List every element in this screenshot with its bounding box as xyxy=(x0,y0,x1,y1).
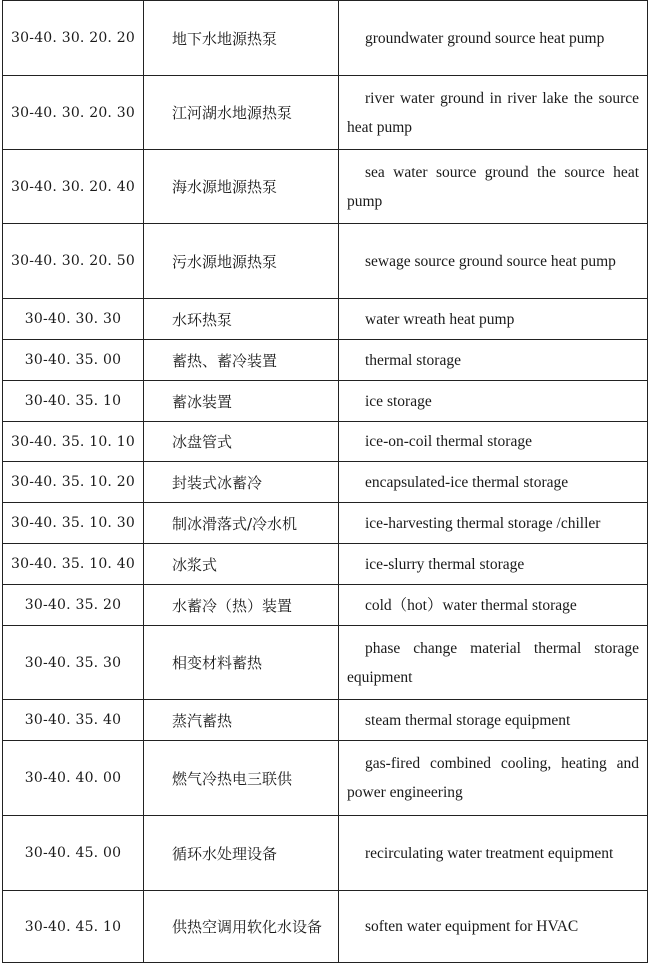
chinese-name-cell xyxy=(144,626,339,700)
chinese-name-cell xyxy=(144,816,339,891)
english-name-text: ice storage xyxy=(365,392,432,410)
table-row xyxy=(3,700,648,741)
chinese-name-cell xyxy=(144,462,339,503)
code-cell: 30-40. 35. 10. 30 xyxy=(3,503,144,544)
chinese-name-text: 水蓄冷（热）装置 xyxy=(172,596,293,615)
table-row xyxy=(3,381,648,422)
code-table xyxy=(2,0,648,963)
table-row xyxy=(3,150,648,224)
english-name-cell xyxy=(339,150,648,224)
table-row xyxy=(3,741,648,816)
table-row xyxy=(3,340,648,381)
code-cell: 30-40. 35. 10. 40 xyxy=(3,544,144,585)
chinese-name-text: 蓄热、蓄冷装置 xyxy=(172,351,278,370)
english-name-cell xyxy=(339,299,648,340)
table-row xyxy=(3,585,648,626)
chinese-name-cell xyxy=(144,585,339,626)
code-cell: 30-40. 35. 00 xyxy=(3,340,144,381)
english-name-cell xyxy=(339,76,648,150)
code-cell: 30-40. 35. 10 xyxy=(3,381,144,422)
code-cell: 30-40. 40. 00 xyxy=(3,741,144,816)
chinese-name-cell xyxy=(144,503,339,544)
table-row xyxy=(3,462,648,503)
chinese-name-text: 制冰滑落式/冷水机 xyxy=(172,514,298,533)
english-name-text: sea water source ground the source heat pump xyxy=(347,163,639,210)
code-cell: 30-40. 45. 10 xyxy=(3,891,144,963)
chinese-name-cell xyxy=(144,340,339,381)
english-name-cell xyxy=(339,340,648,381)
english-name-cell xyxy=(339,381,648,422)
chinese-name-cell xyxy=(144,150,339,224)
code-cell: 30-40. 30. 20. 30 xyxy=(3,76,144,150)
table-row xyxy=(3,422,648,462)
table-container xyxy=(2,0,647,963)
english-name-cell xyxy=(339,816,648,891)
chinese-name-text: 海水源地源热泵 xyxy=(172,178,278,196)
chinese-name-cell xyxy=(144,76,339,150)
english-name-text: groundwater ground source heat pump xyxy=(365,29,605,47)
table-row xyxy=(3,891,648,963)
code-cell: 30-40. 35. 10. 20 xyxy=(3,462,144,503)
english-name-text: gas-fired combined cooling, heating and power engineering xyxy=(347,755,639,801)
chinese-name-text: 污水源地源热泵 xyxy=(172,252,278,271)
table-row xyxy=(3,544,648,585)
code-cell: 30-40. 30. 20. 50 xyxy=(3,224,144,299)
chinese-name-text: 相变材料蓄热 xyxy=(172,654,263,672)
english-name-cell xyxy=(339,544,648,585)
english-name-text: cold（hot）water thermal storage xyxy=(365,596,577,614)
chinese-name-cell xyxy=(144,299,339,340)
english-name-text: soften water equipment for HVAC xyxy=(365,918,579,935)
chinese-name-text: 供热空调用软化水设备 xyxy=(172,917,323,936)
english-name-cell xyxy=(339,741,648,816)
english-name-cell xyxy=(339,1,648,76)
chinese-name-cell xyxy=(144,422,339,462)
english-name-cell xyxy=(339,503,648,544)
chinese-name-text: 水环热泵 xyxy=(172,310,233,329)
english-name-cell xyxy=(339,585,648,626)
english-name-text: sewage source ground source heat pump xyxy=(365,252,616,270)
code-cell: 30-40. 45. 00 xyxy=(3,816,144,891)
english-name-text: water wreath heat pump xyxy=(365,310,515,328)
english-name-cell xyxy=(339,626,648,700)
chinese-name-text: 燃气冷热电三联供 xyxy=(172,769,293,788)
chinese-name-cell xyxy=(144,700,339,741)
english-name-text: ice-harvesting thermal storage /chiller xyxy=(365,514,601,532)
chinese-name-cell xyxy=(144,224,339,299)
chinese-name-cell xyxy=(144,1,339,76)
chinese-name-text: 封装式冰蓄冷 xyxy=(172,473,263,492)
table-row xyxy=(3,1,648,76)
table-row xyxy=(3,76,648,150)
chinese-name-text: 冰浆式 xyxy=(172,555,218,574)
table-row xyxy=(3,626,648,700)
english-name-cell xyxy=(339,422,648,462)
code-cell: 30-40. 30. 30 xyxy=(3,299,144,340)
english-name-text: river water ground in river lake the source heat pump xyxy=(347,89,639,136)
english-name-text: ice-slurry thermal storage xyxy=(365,555,525,573)
code-cell: 30-40. 35. 10. 10 xyxy=(3,422,144,462)
chinese-name-cell xyxy=(144,891,339,963)
code-cell: 30-40. 35. 40 xyxy=(3,700,144,741)
chinese-name-cell xyxy=(144,381,339,422)
code-cell: 30-40. 30. 20. 20 xyxy=(3,1,144,76)
english-name-text: phase change material thermal storage equipment xyxy=(347,639,639,686)
chinese-name-cell xyxy=(144,741,339,816)
chinese-name-text: 蒸汽蓄热 xyxy=(172,711,233,730)
chinese-name-text: 循环水处理设备 xyxy=(172,844,278,863)
chinese-name-text: 蓄冰装置 xyxy=(172,392,233,411)
english-name-text: steam thermal storage equipment xyxy=(365,711,571,729)
english-name-text: ice-on-coil thermal storage xyxy=(365,433,532,450)
table-row xyxy=(3,503,648,544)
english-name-cell xyxy=(339,224,648,299)
table-row xyxy=(3,299,648,340)
code-cell: 30-40. 35. 30 xyxy=(3,626,144,700)
english-name-text: thermal storage xyxy=(365,351,461,369)
code-cell: 30-40. 30. 20. 40 xyxy=(3,150,144,224)
code-cell: 30-40. 35. 20 xyxy=(3,585,144,626)
chinese-name-cell xyxy=(144,544,339,585)
chinese-name-text: 江河湖水地源热泵 xyxy=(172,104,293,122)
english-name-text: recirculating water treatment equipment xyxy=(365,844,614,862)
english-name-cell xyxy=(339,700,648,741)
table-row xyxy=(3,816,648,891)
english-name-cell xyxy=(339,891,648,963)
chinese-name-text: 冰盘管式 xyxy=(172,433,233,451)
english-name-cell xyxy=(339,462,648,503)
table-row xyxy=(3,224,648,299)
english-name-text: encapsulated-ice thermal storage xyxy=(365,473,569,491)
chinese-name-text: 地下水地源热泵 xyxy=(172,29,278,48)
